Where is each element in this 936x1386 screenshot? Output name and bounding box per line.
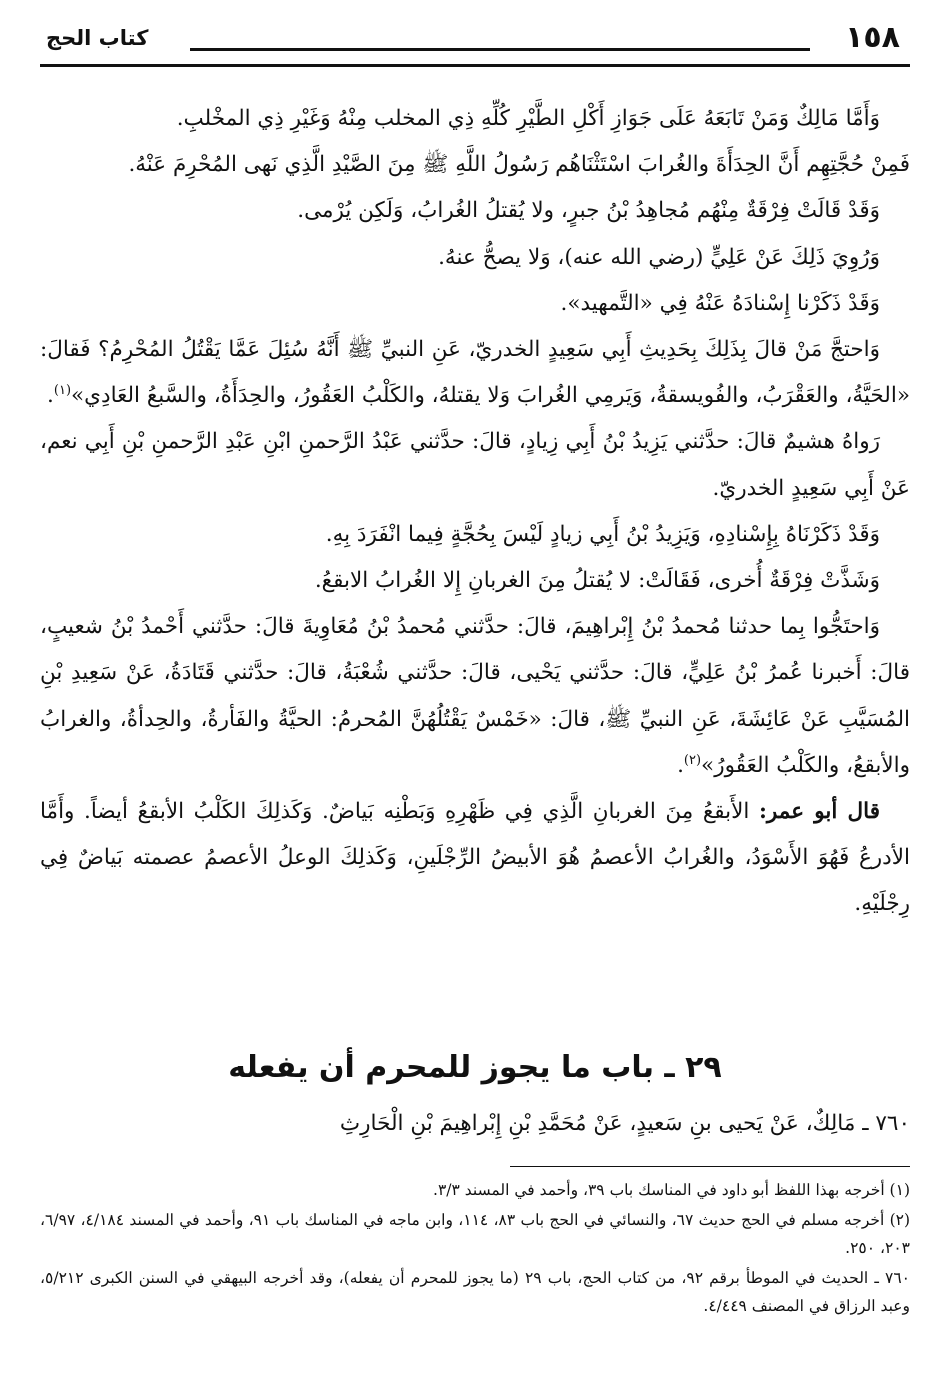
footnotes bbox=[40, 1176, 910, 1322]
header-dash-line bbox=[190, 48, 810, 51]
paragraph-end: . bbox=[47, 383, 54, 409]
footnote-divider bbox=[510, 1166, 910, 1167]
paragraph: وَأَمَّا مَالِكٌ وَمَنْ تَابَعَهُ عَلَى جَوَازِ أَكْلِ الطَّيْرِ كُلِّهِ ذِي المخلب مِنْهُ وَغَيْرِ ذِي المخْلبِ. bbox=[176, 106, 880, 131]
paragraph: رَواهُ هشيمٌ قالَ: حدَّثني يَزِيدُ بْنُ أَبِي زِيادٍ، قالَ: حدَّثني عَبْدُ الرَّحمنِ ابْنِ عَبْدِ الرَّحمنِ بْنِ أَبِي نعم، عَنْ أَبِي سَعِيدٍ الخدريّ. bbox=[40, 429, 910, 501]
paragraph: وَرُوِيَ ذَلِكَ عَنْ عَلِيٍّ (رضي الله عنه)، وَلا يصحُّ عنهُ. bbox=[438, 244, 880, 270]
paragraph: وَقَدْ ذَكَرْنَاهُ بِإِسْنادِهِ، وَيَزِيدُ بْنُ أَبِي زيادٍ لَيْسَ بِحُجَّةٍ فِيما انْفَرَدَ بِهِ. bbox=[325, 521, 880, 547]
speaker-lead: قال أبو عمر: bbox=[758, 799, 880, 825]
footnote-ref: (١) bbox=[53, 383, 72, 399]
chapter-title: ٢٩ ـ باب ما يجوز للمحرم أن يفعله bbox=[228, 1050, 722, 1085]
paragraph bbox=[40, 327, 910, 419]
paragraph: وَقَدْ ذَكَرْنا إِسْنادَهُ عَنْهُ فِي «التَّمهيد». bbox=[560, 290, 880, 316]
paragraph: وَشَذَّتْ فِرْقَةٌ أُخرى، فَقَالَتْ: لا يُقتلُ مِنَ الغربانِ إِلا الغُرابُ الابقعُ. bbox=[314, 568, 880, 594]
footnote: (١) أخرجه بهذا اللفظ أبو داود في المناسك باب ٣٩، وأحمد في المسند ٣/٣. bbox=[433, 1181, 910, 1199]
paragraph-text: وَاحتجَّ مَنْ قالَ بِذَلِكَ بِحَدِيثِ أَبِي سَعِيدٍ الخدريّ، عَنِ النبيِّ ﷺ أَنَّهُ سُئِلَ عَمَّا يَقْتُلُ المُحْرِمُ؟ فَقالَ: «الحَيَّةُ، والعَقْرَبُ، والفُويسقةُ، وَيَرمِي الغُرابَ وَلا يقتلهُ، والكَلْبُ العَقُورُ، والحِدَأَةُ، والسَّبعُ العَادِي» bbox=[40, 337, 910, 409]
paragraph: وَقَدْ قَالَتْ فِرْقَةٌ مِنْهُم مُجاهِدُ بْنُ جبرٍ، ولا يُقتلُ الغُرابُ، وَلَكِن يُرْمى. bbox=[297, 198, 880, 224]
closing-text: الأَبقعُ مِنَ الغربانِ الَّذِي فِي ظَهْرِهِ وَبَطْنِه بَياضٌ. وَكَذلِكَ الكَلْبُ الأبقعُ أيضاً. وأَمَّا الأدرعُ فَهُوَ الأَسْوَدُ، والغُرابُ الأعصمُ هُوَ الأبيضُ الرِّجْلَينِ، وَكَذلِكَ الوعلُ الأعصمُ عصمته بَياضٌ فِي رِجْلَيْهِ. bbox=[40, 799, 910, 917]
paragraph-end: . bbox=[677, 752, 684, 778]
footnote: ٧٦٠ ـ الحديث في الموطأ برقم ٩٢، من كتاب الحج، باب ٢٩ (ما يجوز للمحرم أن يفعله)، وقد أخرجه البيهقي في السنن الكبرى ٥/٢١٢، وعبد الرزاق في المصنف ٤/٤٤٩. bbox=[40, 1269, 910, 1315]
running-title: كتاب الحج bbox=[46, 26, 149, 50]
header-rule bbox=[40, 64, 910, 67]
page-header bbox=[40, 14, 910, 58]
book-page bbox=[40, 14, 910, 1374]
paragraph bbox=[40, 604, 910, 789]
footnote-ref: (٢) bbox=[683, 752, 702, 768]
hadith-start: ٧٦٠ ـ مَالِكٌ، عَنْ يَحيى بنِ سَعيدٍ، عَنْ مُحَمَّدِ بْنِ إِبْراهِيمَ بْنِ الْحَارِثِ bbox=[339, 1111, 910, 1136]
footnote: (٢) أخرجه مسلم في الحج حديث ٦٧، والنسائي في الحج باب ٨٣، ١١٤، وابن ماجه في المناسك باب ٩١، وأحمد في المسند ٤/١٨٤، ٦/٩٧، ٢٠٣، ٢٥٠. bbox=[40, 1211, 911, 1257]
page-number: ١٥٨ bbox=[845, 20, 900, 55]
paragraph-text: وَاحتَجُّوا بِما حدثنا مُحمدُ بْنُ إِبْراهِيمَ، قالَ: حدَّثني مُحمدُ بْنُ مُعَاوِيةَ قالَ: حدَّثني أَحْمدُ بْنُ شعيبٍ، قالَ: أَخبرنا عُمرُ بْنُ عَلِيٍّ، قالَ: حدَّثني يَحْيى، قالَ: حدَّثني شُعْبَةُ، قالَ: حدَّثني قَتَادَةُ، عَنْ سَعِيدِ بْنِ المُسَيَّبِ عَنْ عَائِشَةَ، عَنِ النبيِّ ﷺ، قالَ: «خَمْسٌ يَقْتُلُهُنَّ المُحرمُ: الحيَّةُ والفَأرةُ، والحِدأةُ، والغرابُ والأبقعُ، والكَلْبُ العَقُورُ» bbox=[40, 614, 910, 778]
closing-paragraph bbox=[40, 789, 910, 928]
paragraph: فَمِنْ حُجَّتِهِم أَنَّ الحِدَأَةَ والغُرابَ اسْتَثْنَاهُم رَسُولُ اللَّهِ ﷺ مِنَ الصَّيْدِ الَّذِي نَهى المُحْرِمَ عَنْهُ. bbox=[128, 152, 910, 178]
main-text bbox=[40, 96, 910, 928]
